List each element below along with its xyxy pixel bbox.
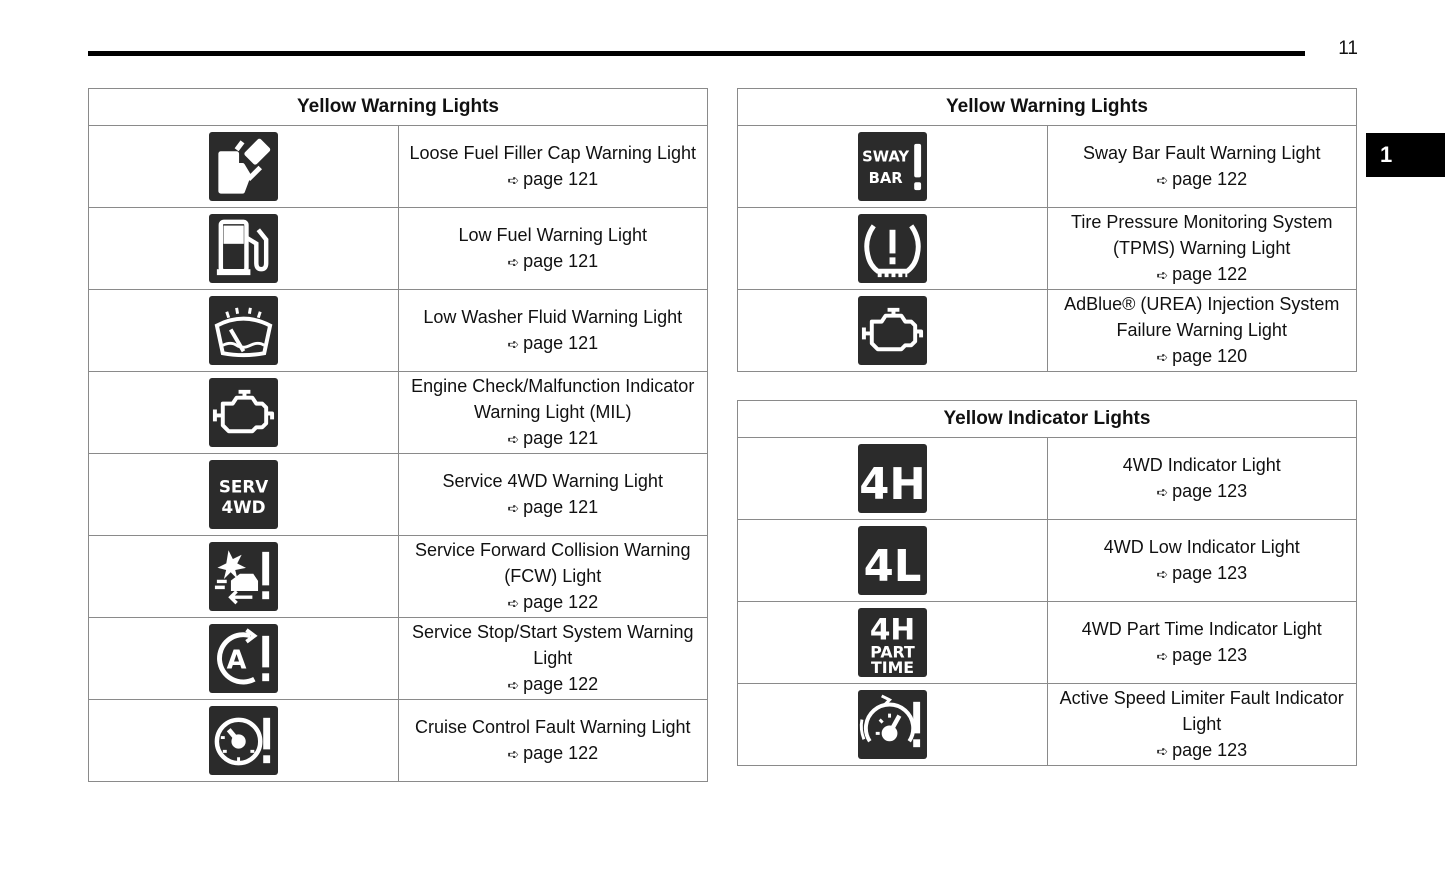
page-ref-link[interactable]: ➪ page 122 [507,592,599,612]
table-row [89,700,708,782]
chapter-tab[interactable]: 1 [1366,133,1445,177]
row-label: Cruise Control Fault Warning Light [415,717,691,737]
table-header: Yellow Warning Lights [89,89,708,126]
4h-part-time-icon [858,608,927,677]
washer-fluid-icon [209,296,278,365]
speed-limiter-fault-icon [858,690,927,759]
row-label: Low Fuel Warning Light [458,225,647,245]
table-row [89,618,708,700]
row-label: Service 4WD Warning Light [442,471,663,491]
4h-icon [858,444,927,513]
page-ref-link[interactable]: ➪ page 121 [507,169,599,189]
row-label: Sway Bar Fault Warning Light [1083,143,1321,163]
svg-text:4WD: 4WD [221,497,266,518]
svg-text:PART: PART [870,642,915,662]
yellow-warning-lights-table-left [88,88,708,782]
table-row [738,126,1357,208]
arrow-right-icon: ➪ [1156,566,1169,582]
table-row [738,438,1357,520]
arrow-right-icon: ➪ [507,595,520,611]
row-label: Low Washer Fluid Warning Light [423,307,683,327]
table-row [738,208,1357,290]
row-label: 4WD Part Time Indicator Light [1081,619,1322,639]
row-label: Service Forward Collision Warning (FCW) Light [415,540,691,586]
row-label: Engine Check/Malfunction Indicator Warning Light (MIL) [411,376,695,422]
adblue-engine-icon [858,296,927,365]
table-header: Yellow Warning Lights [738,89,1357,126]
page-ref-link[interactable]: ➪ page 123 [1156,740,1248,760]
svg-text:A: A [226,645,247,676]
top-rule [88,51,1305,56]
row-label: Tire Pressure Monitoring System (TPMS) Warning Light [1071,212,1333,258]
arrow-right-icon: ➪ [507,254,520,270]
row-label: Active Speed Limiter Fault Indicator Light [1059,688,1344,734]
cruise-fault-icon [209,706,278,775]
table-row [89,126,708,208]
table-header: Yellow Indicator Lights [738,401,1357,438]
row-label: 4WD Low Indicator Light [1103,537,1300,557]
serv-4wd-icon [209,460,278,529]
row-label: 4WD Indicator Light [1122,455,1281,475]
svg-text:SWAY: SWAY [861,148,909,166]
yellow-indicator-lights-table [737,400,1357,766]
arrow-right-icon: ➪ [507,431,520,447]
table-row [738,602,1357,684]
table-row [738,520,1357,602]
table-row [738,684,1357,766]
arrow-right-icon: ➪ [507,336,520,352]
row-label: Service Stop/Start System Warning Light [412,622,694,668]
arrow-right-icon: ➪ [1156,267,1169,283]
4l-icon [858,526,927,595]
page-ref-link[interactable]: ➪ page 121 [507,251,599,271]
stop-start-service-icon [209,624,278,693]
page-ref-link[interactable]: ➪ page 122 [507,743,599,763]
page-ref-link[interactable]: ➪ page 123 [1156,645,1248,665]
arrow-right-icon: ➪ [507,746,520,762]
svg-text:TIME: TIME [870,658,914,677]
page-ref-link[interactable]: ➪ page 122 [507,674,599,694]
svg-text:SERV: SERV [218,476,268,497]
svg-text:4H: 4H [859,460,926,511]
page-ref-link[interactable]: ➪ page 120 [1156,346,1248,366]
page-ref-link[interactable]: ➪ page 121 [507,333,599,353]
sway-bar-icon [858,132,927,201]
arrow-right-icon: ➪ [1156,484,1169,500]
arrow-right-icon: ➪ [507,500,520,516]
page-ref-link[interactable]: ➪ page 123 [1156,563,1248,583]
svg-text:4L: 4L [863,542,922,593]
fuel-pump-icon [209,214,278,283]
arrow-right-icon: ➪ [507,172,520,188]
engine-check-icon [209,378,278,447]
arrow-right-icon: ➪ [1156,172,1169,188]
table-row [738,290,1357,372]
table-row [89,208,708,290]
svg-text:BAR: BAR [868,170,903,188]
page-ref-link[interactable]: ➪ page 121 [507,497,599,517]
row-label: Loose Fuel Filler Cap Warning Light [409,143,696,163]
fuel-cap-icon [209,132,278,201]
page-number: 11 [1338,38,1358,59]
table-row [89,536,708,618]
arrow-right-icon: ➪ [1156,743,1169,759]
page-ref-link[interactable]: ➪ page 121 [507,428,599,448]
arrow-right-icon: ➪ [1156,349,1169,365]
svg-text:4H: 4H [869,612,915,647]
tpms-icon [858,214,927,283]
table-row [89,290,708,372]
page-ref-link[interactable]: ➪ page 122 [1156,264,1248,284]
page-ref-link[interactable]: ➪ page 122 [1156,169,1248,189]
row-label: AdBlue® (UREA) Injection System Failure Warning Light [1064,294,1340,340]
arrow-right-icon: ➪ [507,677,520,693]
yellow-warning-lights-table-right [737,88,1357,372]
fcw-service-icon [209,542,278,611]
table-row [89,372,708,454]
page-ref-link[interactable]: ➪ page 123 [1156,481,1248,501]
table-row [89,454,708,536]
arrow-right-icon: ➪ [1156,648,1169,664]
